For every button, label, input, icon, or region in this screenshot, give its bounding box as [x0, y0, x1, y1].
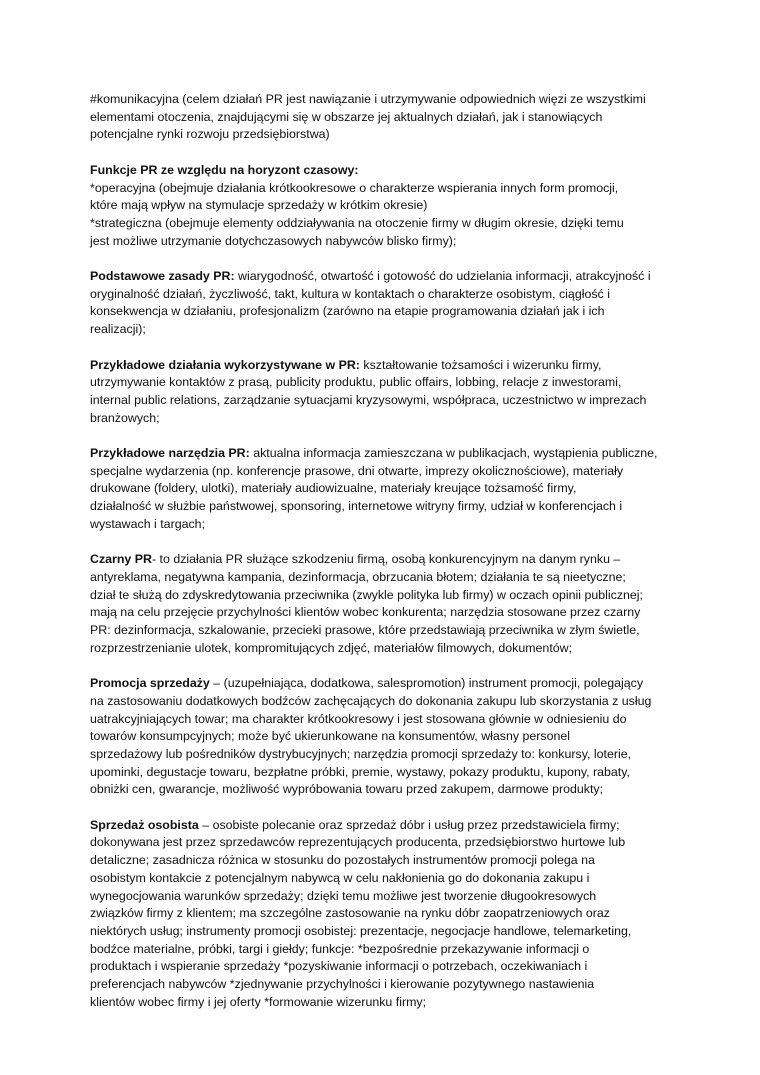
text-line: branżowych; — [90, 410, 160, 425]
paragraph-first-line — [90, 675, 680, 693]
text-line: rozprzestrzenianie ulotek, kompromitujących zdjęć, materiałów filmowych, dokumentów; — [90, 640, 573, 655]
heading-continuation: aktualna informacja zamieszczana w publikacjach, wystąpienia publiczne, — [249, 446, 658, 460]
text-line: upominki, degustacje towaru, bezpłatne próbki, premie, wystawy, pokazy produktu, kupony, rabaty, — [90, 764, 630, 779]
text-line: towarów konsumpcyjnych; może być ukierunkowane na konsumentów, własny personel — [90, 729, 571, 744]
paragraph-first-line — [90, 357, 680, 375]
text-line: internal public relations, zarządzanie sytuacjami kryzysowymi, współpraca, uczestnictwo w imprezach — [90, 392, 647, 407]
text-line: utrzymywanie kontaktów z prasą, publicity produktu, public offairs, lobbing, relacje z inwestorami, — [90, 375, 622, 390]
text-line: osobistym kontakcie z potencjalnym nabywcą w celu nakłonienia go do dokonania zakupu i — [90, 870, 590, 885]
text-line: antyreklama, negatywna kampania, dezinformacja, obrzucania błotem; działania te są nieetyczne; — [90, 569, 626, 584]
text-line: drukowane (foldery, ulotki), materiały audiowizualne, materiały kreujące tożsamość firmy, — [90, 481, 577, 496]
text-line: które mają wpływ na stymulacje sprzedaży w krótkim okresie) — [90, 198, 428, 213]
paragraph-first-line — [90, 551, 680, 569]
text-line: dział te służą do zdyskredytowania przeciwnika (zwykle polityka lub firmy) w oczach opinii publicznej; — [90, 587, 643, 602]
text-line: działalność w służbie państwowej, sponsoring, internetowe witryny firmy, udział w konferencjach i — [90, 499, 623, 514]
section-heading: Promocja sprzedaży — [90, 676, 210, 691]
text-line: związków firmy z klientem; ma szczególne zastosowanie na rynku dóbr zaopatrzeniowych oraz — [90, 906, 610, 921]
section-heading: Podstawowe zasady PR: — [90, 269, 235, 283]
text-line: PR: dezinformacja, szkalowanie, przecieki prasowe, które przedstawiają przeciwnika w złym świetle, — [90, 623, 640, 638]
paragraph-first-line — [90, 268, 680, 286]
text-line: specjalne wydarzenia (np. konferencje prasowe, dni otwarte, imprezy okolicznościowe), materiały — [90, 463, 624, 478]
section-heading: Czarny PR — [90, 552, 152, 567]
paragraph-first-line — [90, 445, 680, 463]
text-line: oryginalność działań, życzliwość, takt, kultura w kontaktach o charakterze osobistym, ciągłość i — [90, 286, 610, 301]
text-line: produktach i wspieranie sprzedaży *pozyskiwanie informacji o potrzebach, oczekiwaniach i — [90, 959, 588, 974]
paragraph — [90, 91, 680, 144]
text-line: *strategiczna (obejmuje elementy oddziaływania na otoczenie firmy w długim okresie, dzięki temu — [90, 215, 624, 230]
section-heading: Przykładowe działania wykorzystywane w PR: — [90, 357, 360, 372]
paragraph — [90, 268, 680, 339]
text-line: konsekwencja w działaniu, profesjonalizm (zarówno na etapie programowania działań jak i ich — [90, 304, 605, 319]
text-line: dokonywana jest przez sprzedawców reprezentujących producenta, przedsiębiorstwo hurtowe lub — [90, 835, 626, 850]
paragraph — [90, 357, 680, 428]
heading-continuation: - to działania PR służące szkodzeniu firmą, osobą konkurencyjnym na danym rynku – — [151, 552, 621, 567]
text-line: detaliczne; zasadnicza różnica w stosunku do pozostałych instrumentów promocji polega na — [90, 853, 595, 868]
heading-continuation: – (uzupełniająca, dodatkowa, salespromotion) instrument promocji, polegający — [209, 676, 644, 691]
heading-continuation: – osobiste polecanie oraz sprzedaż dóbr i usług przez przedstawiciela firmy; — [198, 817, 620, 832]
paragraph-first-line — [90, 162, 680, 180]
text-line: wystawach i targach; — [90, 516, 206, 531]
paragraph — [90, 445, 680, 534]
text-line: *operacyjna (obejmuje działania krótkookresowe o charakterze wspierania innych form promocji, — [90, 180, 619, 195]
text-line: sprzedażowy lub pośredników dystrybucyjnych; narzędzia promocji sprzedaży to: konkursy, loterie, — [90, 746, 632, 761]
document-page — [90, 91, 680, 1029]
text-line: uatrakcyjniających towar; ma charakter krótkookresowy i jest stosowana głównie w odniesieniu do — [90, 711, 627, 726]
section-heading: Funkcje PR ze względu na horyzont czasowy: — [90, 162, 359, 177]
paragraph — [90, 162, 680, 251]
text-line: mają na celu przejęcie przychylności klientów wobec konkurenta; narzędzia stosowane przez czarny — [90, 605, 641, 620]
text-line: obniżki cen, gwarancje, możliwość wypróbowania towaru przed zakupem, darmowe produkty; — [90, 782, 604, 797]
text-line: potencjalne rynki rozwoju przedsiębiorstwa) — [90, 127, 330, 142]
section-heading: Sprzedaż osobista — [90, 817, 199, 832]
paragraph — [90, 817, 680, 1012]
heading-continuation: kształtowanie tożsamości i wizerunku firmy, — [359, 357, 602, 372]
section-heading: Przykładowe narzędzia PR: — [90, 446, 250, 460]
text-line: jest możliwe utrzymanie dotychczasowych nabywców blisko firmy); — [90, 233, 457, 248]
text-line: klientów wobec firmy i jej oferty *formowanie wizerunku firmy; — [90, 994, 427, 1009]
heading-continuation: wiarygodność, otwartość i gotowość do udzielania informacji, atrakcyjność i — [234, 269, 651, 283]
text-line: elementami otoczenia, znajdującymi się w obszarze jej aktualnych działań, jak i stanowiących — [90, 109, 603, 124]
text-line: bodźce materialne, próbki, targi i giełdy; funkcje: *bezpośrednie przekazywanie informacji o — [90, 941, 590, 956]
text-line: na zastosowaniu dodatkowych bodźców zachęcających do dokonania zakupu lub skorzystania z usług — [90, 693, 652, 708]
paragraph — [90, 551, 680, 657]
text-line: #komunikacyjna (celem działań PR jest nawiązanie i utrzymywanie odpowiednich więzi ze wszystkimi — [90, 92, 646, 106]
text-line: realizacji); — [90, 322, 146, 337]
text-line: preferencjach nabywców *zjednywanie przychylności i kierowanie pozytywnego nastawienia — [90, 977, 595, 992]
paragraph-first-line — [90, 817, 680, 835]
text-line: wynegocjowania warunków sprzedaży; dzięki temu możliwe jest tworzenie długookresowych — [90, 888, 597, 903]
paragraph — [90, 675, 680, 799]
text-line: niektórych usług; instrumenty promocji osobistej: prezentacje, negocjacje handlowe, telemarketing, — [90, 923, 632, 938]
